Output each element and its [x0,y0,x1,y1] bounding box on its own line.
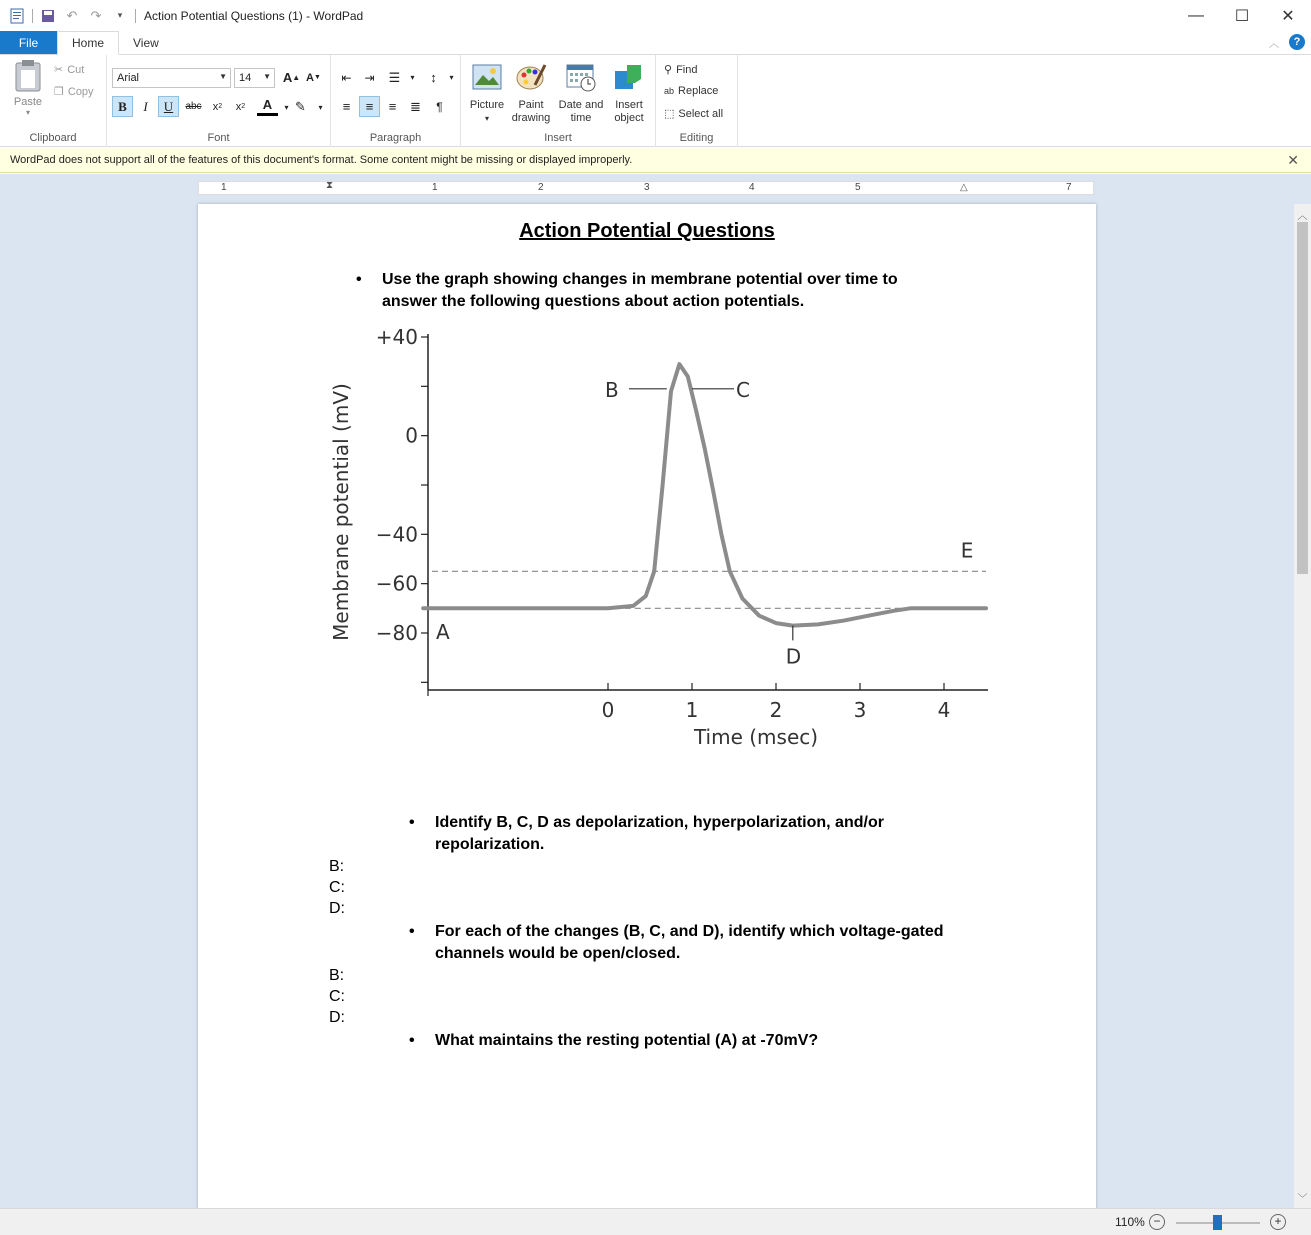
y-tick-label: 0 [405,423,418,448]
indent-marker-icon[interactable]: ⧗ [326,180,334,191]
x-tick-label: 2 [769,698,783,722]
ruler-number: 7 [1066,182,1072,193]
maximize-button[interactable]: ☐ [1234,7,1250,25]
ruler-number: 1 [432,182,438,193]
status-bar [0,1208,1311,1235]
bullet-dot: • [356,271,362,288]
separator [32,9,33,23]
x-tick-label: 1 [685,698,699,722]
paint-label-2: drawing [511,112,551,124]
question-1 [409,812,995,856]
replace-button[interactable] [664,85,718,97]
align-left-icon[interactable]: ≡ [342,99,351,114]
answer-lines-1[interactable] [329,856,345,919]
shrink-font-icon[interactable]: A ▼ [306,71,321,84]
intro-bullet [356,269,942,313]
tab-file[interactable]: File [0,31,57,54]
scrollbar-thumb[interactable] [1297,222,1308,574]
line-spacing-icon[interactable]: ↕ [430,70,437,85]
answer-b: B: [329,967,345,984]
subscript-icon[interactable]: x 2 [212,100,223,113]
answer-lines-2[interactable] [329,965,345,1028]
object-icon [613,61,645,93]
find-button[interactable] [664,63,697,76]
answer-d: D: [329,1009,345,1026]
q1-line-1: Identify B, C, D as depolarization, hyperpolarization, and/or [435,814,884,831]
cut-button[interactable] [54,63,84,76]
zoom-out-button[interactable]: − [1149,1214,1165,1230]
paint-palette-icon [515,61,547,93]
close-button[interactable]: ✕ [1281,7,1295,25]
x-tick-label: 4 [937,698,951,722]
redo-icon[interactable]: ↷ [90,7,102,23]
paragraph-settings-icon[interactable]: ¶ [436,99,443,114]
minimize-ribbon-icon[interactable]: ︿ [1269,38,1279,50]
ribbon-tabs [0,31,1311,55]
editing-group-label: Editing [679,132,714,144]
ruler-number: 5 [855,182,861,193]
quick-access-toolbar [0,7,136,25]
answer-c: C: [329,879,345,896]
chevron-down-icon: ▼ [263,72,271,81]
copy-icon: ❐ [54,86,64,98]
ribbon [0,55,1311,147]
strikethrough-icon[interactable]: abc [185,101,202,112]
justify-icon[interactable]: ≣ [410,98,421,114]
text-color-icon[interactable]: A [257,95,278,116]
paint-label-1: Paint [518,99,544,111]
italic-icon[interactable]: I [143,98,148,114]
bullet-list-icon[interactable]: ☰ [388,69,401,85]
infobar-close-icon[interactable]: ✕ [1287,152,1299,168]
x-tick-label: 3 [853,698,867,722]
document-workspace [0,174,1311,1208]
font-size-select[interactable] [234,68,275,88]
answer-d: D: [329,900,345,917]
q1-line-2: repolarization. [435,836,545,853]
wordpad-app-icon[interactable] [8,7,26,25]
y-tick-label: −60 [375,571,418,596]
ruler-number: 1 [221,182,227,193]
action-potential-chart [318,324,998,754]
document-page[interactable] [198,204,1096,1208]
vertical-scrollbar[interactable] [1294,204,1311,1208]
decrease-indent-icon[interactable]: ⇤ [341,70,352,85]
insert-object-button[interactable] [609,61,649,125]
align-center-icon[interactable]: ≡ [359,96,380,117]
minimize-button[interactable]: — [1188,6,1204,24]
picture-label: Picture [469,99,505,111]
infobar-message: WordPad does not support all of the features of this document's format. Some content might be missing or displayed improperly. [10,154,633,166]
x-tick-label: 0 [601,698,615,722]
compatibility-infobar [0,148,1311,173]
paragraph-group [331,55,461,147]
cut-label: Cut [67,63,85,76]
ruler-number: 3 [644,182,650,193]
y-tick-label: +40 [375,325,418,349]
font-family-select[interactable] [112,68,231,88]
select-all-icon: ⬚ [664,108,675,120]
q3-line-1: What maintains the resting potential (A) at -70mV? [435,1032,819,1049]
date-label-1: Date and [558,99,604,111]
customize-qat-icon[interactable]: ▾ [117,10,123,20]
save-icon[interactable] [39,7,57,25]
clipboard-group [0,55,107,147]
q2-line-2: channels would be open/closed. [435,945,681,962]
title-bar [0,0,1311,31]
annotation-e: E [960,538,974,563]
font-group-label: Font [207,132,230,144]
tab-view[interactable]: View [133,35,159,50]
object-label-2: object [614,112,644,124]
superscript-icon[interactable]: x 2 [235,100,246,113]
paint-drawing-button[interactable] [509,61,553,125]
annotation-d: D [785,644,802,669]
date-label-2: time [570,112,592,124]
bullet-dot: • [409,923,415,940]
picture-button[interactable] [467,61,507,125]
ruler-number: 2 [538,182,544,193]
ruler-number: 4 [749,182,755,193]
calendar-clock-icon [565,61,597,93]
paste-label: Paste [13,96,43,108]
annotation-c: C [736,377,750,402]
zoom-in-button[interactable]: + [1270,1214,1286,1230]
font-family-value: Arial [117,72,140,84]
paste-dropdown-icon[interactable]: ▾ [25,108,30,117]
x-axis-label: Time (msec) [693,725,819,749]
help-icon[interactable]: ? [1289,34,1305,50]
question-3 [409,1030,995,1052]
underline-icon[interactable]: U [158,96,179,117]
ruler[interactable] [198,181,1094,195]
bullet-dot: • [409,1032,415,1049]
paragraph-group-label: Paragraph [369,132,422,144]
chevron-down-icon[interactable]: ▾ [449,73,454,82]
scroll-down-icon[interactable]: ﹀ [1297,1194,1308,1205]
chevron-down-icon: ▼ [219,72,227,81]
paste-icon [13,59,43,93]
membrane-potential-line [423,364,986,625]
object-label-1: Insert [615,99,643,111]
y-tick-label: −80 [375,620,418,645]
insert-group [461,55,656,147]
annotation-b: B [605,377,619,402]
chevron-down-icon[interactable]: ▾ [284,103,289,112]
grow-font-icon[interactable]: A ▲ [282,70,301,85]
insert-group-label: Insert [544,132,572,144]
copy-label: Copy [67,85,94,98]
q2-line-1: For each of the changes (B, C, and D), identify which voltage-gated [435,923,944,940]
right-indent-marker-icon[interactable]: △ [960,182,968,193]
select-all-label: Select all [678,107,724,120]
chevron-down-icon[interactable]: ▾ [318,103,323,112]
align-right-icon[interactable]: ≡ [388,99,397,114]
answer-c: C: [329,988,345,1005]
separator [135,9,136,23]
replace-icon: ab [664,86,675,96]
editing-group [656,55,738,147]
question-2 [409,921,995,965]
highlighter-icon[interactable]: ✎ [295,98,306,114]
undo-icon[interactable]: ↶ [66,7,78,23]
find-label: Find [676,63,698,76]
tab-home[interactable]: Home [57,31,119,55]
intro-line-2: answer the following questions about action potentials. [382,293,805,310]
font-size-value: 14 [239,72,252,84]
window-title: Action Potential Questions (1) - WordPad [144,8,364,23]
binoculars-icon: ⚲ [664,64,673,76]
paste-button[interactable] [8,59,48,117]
select-all-button[interactable] [664,107,723,120]
bullet-dot: • [409,814,415,831]
zoom-level: 110% [1115,1215,1145,1229]
y-tick-label: −40 [375,522,418,547]
replace-label: Replace [678,85,719,97]
zoom-slider-thumb[interactable] [1213,1215,1222,1230]
chevron-down-icon: ▾ [484,114,489,123]
annotation-a: A [436,619,450,644]
clipboard-group-label: Clipboard [29,132,77,144]
font-group [107,55,331,147]
copy-button[interactable] [54,85,94,98]
intro-line-1: Use the graph showing changes in membrane potential over time to [382,271,898,288]
scissors-icon: ✂ [54,64,64,76]
answer-b: B: [329,858,345,875]
picture-icon [471,61,503,93]
increase-indent-icon[interactable]: ⇥ [364,70,375,85]
date-time-button[interactable] [555,61,607,125]
y-axis-label: Membrane potential (mV) [329,383,353,641]
chevron-down-icon[interactable]: ▾ [410,73,415,82]
bold-icon[interactable]: B [112,96,133,117]
document-title: Action Potential Questions [519,220,775,242]
scroll-up-icon[interactable]: ︿ [1297,211,1308,222]
